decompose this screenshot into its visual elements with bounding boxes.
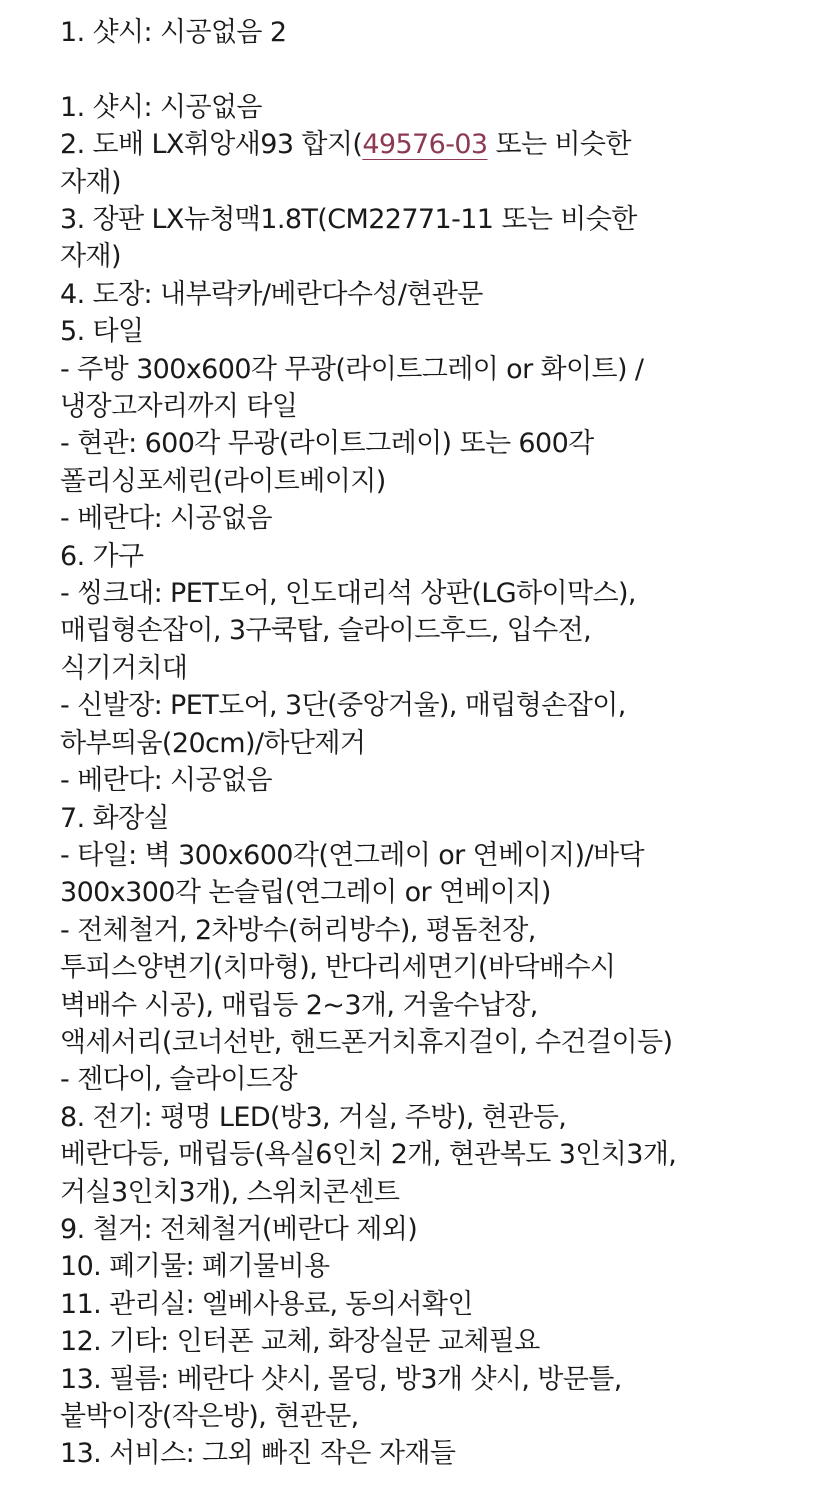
furniture-shoe-cabinet: - 신발장: PET도어, 3단(중앙거울), 매립형손잡이, (60, 690, 626, 722)
item-flooring-cont: 자재) (60, 241, 121, 273)
item-paint: 4. 도장: 내부락카/베란다수성/현관문 (60, 278, 483, 310)
bathroom-shelf: - 젠다이, 슬라이드장 (60, 1064, 297, 1096)
bathroom-tile: - 타일: 벽 300x600각(연그레이 or 연베이지)/바닥 (60, 839, 644, 871)
blank-line (60, 51, 810, 88)
item-wallpaper (60, 126, 810, 163)
bathroom-toilet: 투피스양변기(치마형), 반다리세면기(바닥배수시 (60, 952, 616, 984)
tile-kitchen-cont: 냉장고자리까지 타일 (60, 391, 298, 423)
furniture-sink-cont-2: 식기거치대 (60, 652, 188, 684)
item-sash: 1. 샷시: 시공없음 (60, 91, 262, 123)
bathroom-tile-cont: 300x300각 논슬립(연그레이 or 연베이지) (60, 877, 551, 909)
item-bathroom: 7. 화장실 (60, 802, 169, 834)
furniture-balcony: - 베란다: 시공없음 (60, 765, 272, 797)
furniture-sink: - 씽크대: PET도어, 인도대리석 상판(LG하이막스), (60, 578, 636, 610)
wallpaper-code-link[interactable]: 49576-03 (362, 129, 488, 161)
item-film-cont: 붙박이장(작은방), 현관문, (60, 1401, 359, 1433)
item-tile: 5. 타일 (60, 316, 144, 348)
document-body (60, 14, 810, 1473)
furniture-shoe-cabinet-cont: 하부띄움(20cm)/하단제거 (60, 727, 366, 759)
furniture-sink-cont-1: 매립형손잡이, 3구쿡탑, 슬라이드후드, 입수전, (60, 615, 592, 647)
electric-cont-2: 거실3인치3개), 스위치콘센트 (60, 1176, 400, 1208)
item-wallpaper-cont: 자재) (60, 166, 121, 198)
item-service: 13. 서비스: 그외 빠진 작은 자재들 (60, 1438, 456, 1470)
bathroom-accessories: 액세서리(코너선반, 핸드폰거치휴지걸이, 수건걸이등) (60, 1026, 673, 1058)
document-heading: 1. 샷시: 시공없음 2 (60, 17, 287, 48)
tile-balcony: - 베란다: 시공없음 (60, 503, 272, 535)
tile-entrance-cont: 폴리싱포세린(라이트베이지) (60, 465, 386, 497)
item-management: 11. 관리실: 엘베사용료, 동의서확인 (60, 1288, 473, 1320)
item-waste: 10. 폐기물: 폐기물비용 (60, 1251, 330, 1283)
wallpaper-text-suffix: 또는 비슷한 (487, 129, 631, 161)
item-furniture: 6. 가구 (60, 540, 144, 572)
item-film: 13. 필름: 베란다 샷시, 몰딩, 방3개 샷시, 방문틀, (60, 1363, 622, 1395)
electric-cont-1: 베란다등, 매립등(욕실6인치 2개, 현관복도 3인치3개, (60, 1139, 677, 1171)
tile-kitchen: - 주방 300x600각 무광(라이트그레이 or 화이트) / (60, 353, 644, 385)
bathroom-drain: 벽배수 시공), 매립등 2~3개, 거울수납장, (60, 989, 538, 1021)
bathroom-demolition: - 전체철거, 2차방수(허리방수), 평돔천장, (60, 914, 536, 946)
tile-entrance: - 현관: 600각 무광(라이트그레이) 또는 600각 (60, 428, 594, 460)
item-demolition: 9. 철거: 전체철거(베란다 제외) (60, 1213, 418, 1245)
item-other: 12. 기타: 인터폰 교체, 화장실문 교체필요 (60, 1326, 540, 1358)
item-flooring: 3. 장판 LX뉴청맥1.8T(CM22771-11 또는 비슷한 (60, 204, 637, 236)
wallpaper-text: 2. 도배 LX휘앙새93 합지( (60, 129, 363, 161)
item-electric: 8. 전기: 평명 LED(방3, 거실, 주방), 현관등, (60, 1101, 567, 1133)
